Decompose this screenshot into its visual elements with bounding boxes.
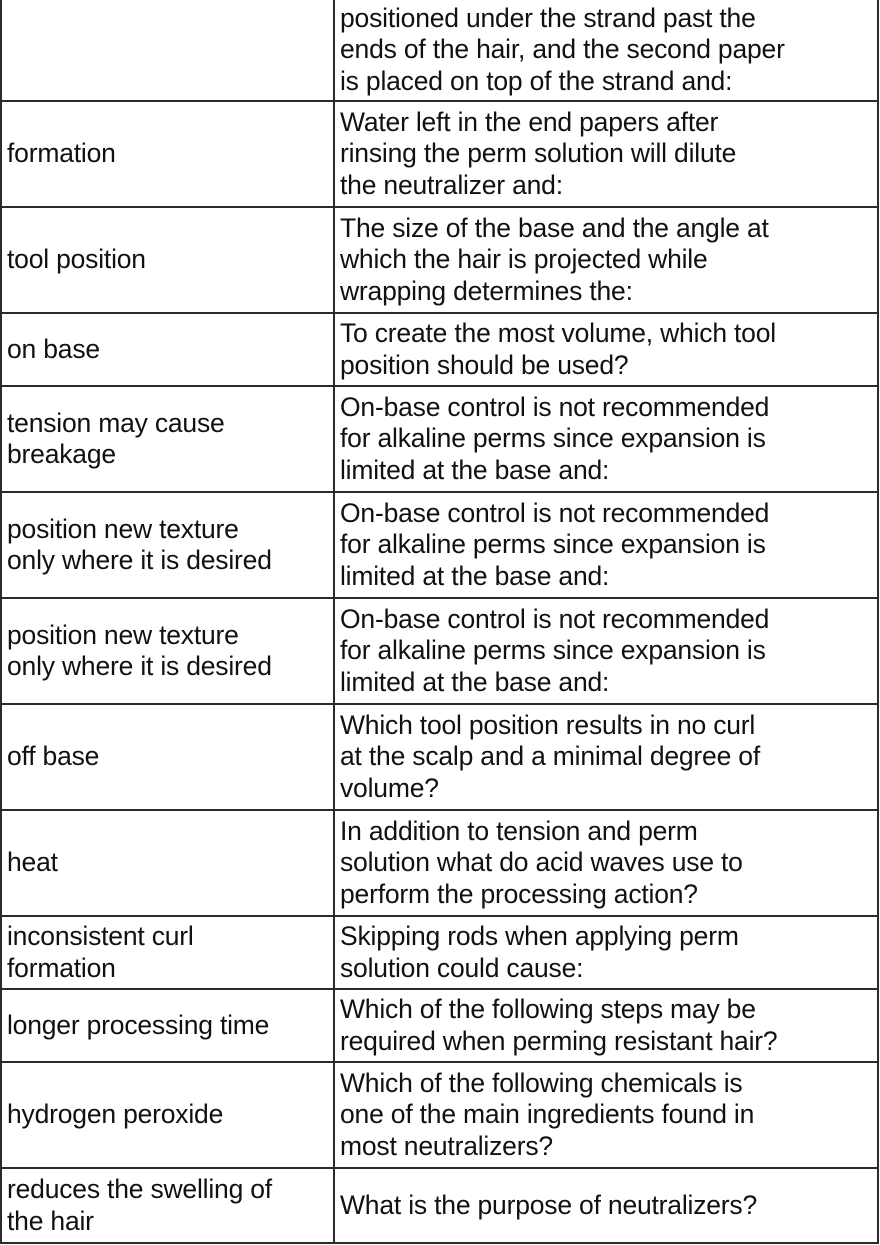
question-cell: To create the most volume, which tool position should be used? [334, 313, 878, 386]
question-cell: On-base control is not recommended for alkaline perms since expansion is limited at the base and: [334, 492, 878, 598]
table-row [1, 989, 878, 1062]
question-cell: In addition to tension and perm solution what do acid waves use to perform the processing action? [334, 810, 878, 916]
table-row [1, 313, 878, 386]
question-cell: On-base control is not recommended for alkaline perms since expansion is limited at the base and: [334, 386, 878, 492]
answer-cell: inconsistent curl formation [1, 916, 334, 989]
answer-cell: hydrogen peroxide [1, 1062, 334, 1168]
question-cell: What is the purpose of neutralizers? [334, 1168, 878, 1243]
table-row [1, 704, 878, 810]
answer-cell: formation [1, 101, 334, 207]
answer-cell: tension may cause breakage [1, 386, 334, 492]
table-row [1, 916, 878, 989]
table-row [1, 0, 878, 101]
table-row [1, 386, 878, 492]
table-row [1, 492, 878, 598]
answer-cell: off base [1, 704, 334, 810]
answer-cell: position new texture only where it is desired [1, 598, 334, 704]
question-cell: Which of the following steps may be required when perming resistant hair? [334, 989, 878, 1062]
answer-cell: reduces the swelling of the hair [1, 1168, 334, 1243]
question-cell: positioned under the strand past the ends of the hair, and the second paper is placed on top of the strand and: [334, 0, 878, 101]
table-row [1, 207, 878, 313]
question-cell: Water left in the end papers after rinsing the perm solution will dilute the neutralizer and: [334, 101, 878, 207]
table-body [1, 0, 878, 1243]
question-cell: Which tool position results in no curl at the scalp and a minimal degree of volume? [334, 704, 878, 810]
answer-cell: longer processing time [1, 989, 334, 1062]
table-row [1, 810, 878, 916]
question-cell: Skipping rods when applying perm solution could cause: [334, 916, 878, 989]
table-row [1, 1168, 878, 1243]
question-cell: Which of the following chemicals is one of the main ingredients found in most neutralizers? [334, 1062, 878, 1168]
answer-cell: tool position [1, 207, 334, 313]
question-cell: On-base control is not recommended for alkaline perms since expansion is limited at the base and: [334, 598, 878, 704]
answer-cell: heat [1, 810, 334, 916]
answer-cell: position new texture only where it is desired [1, 492, 334, 598]
answer-cell: on base [1, 313, 334, 386]
table-row [1, 598, 878, 704]
answer-cell [1, 0, 334, 101]
table-row [1, 101, 878, 207]
table-row [1, 1062, 878, 1168]
question-cell: The size of the base and the angle at which the hair is projected while wrapping determines the: [334, 207, 878, 313]
